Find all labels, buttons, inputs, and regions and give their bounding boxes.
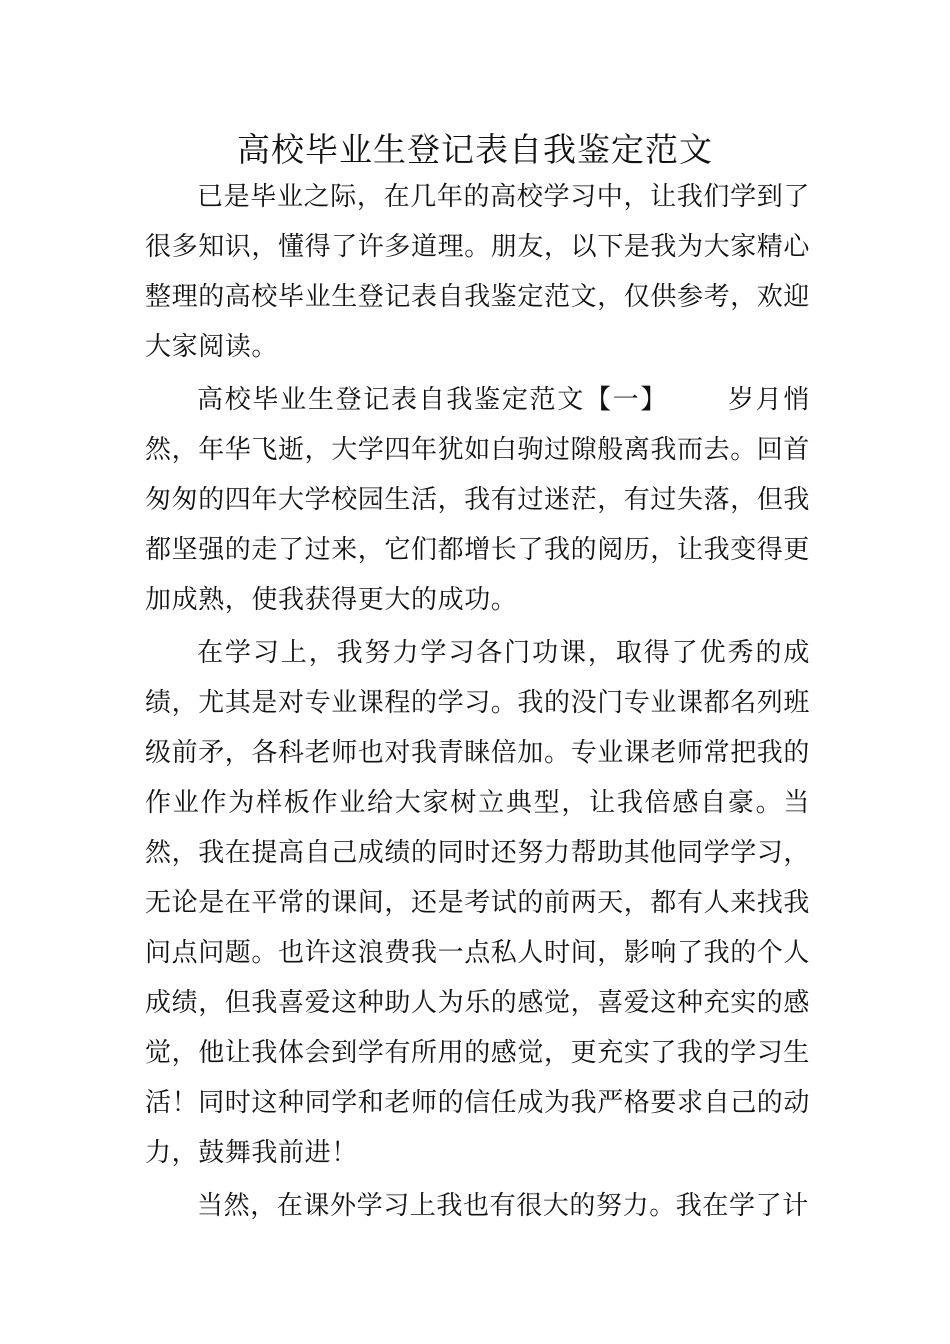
section-heading: 高校毕业生登记表自我鉴定范文【一】 [197, 385, 669, 415]
section-paragraph [145, 375, 810, 625]
paragraph-2: 在学习上，我努力学习各门功课，取得了优秀的成绩，尤其是对专业课程的学习。我的没门专业课都名列班级前矛，各科老师也对我青睐倍加。专业课老师常把我的作业作为样板作业给大家树立典型，让我倍感自豪。当然，我在提高自己成绩的同时还努力帮助其他同学学习，无论是在平常的课间，还是考试的前两天，都有人来找我问点问题。也许这浪费我一点私人时间，影响了我的个人成绩，但我喜爱这种助人为乐的感觉，喜爱这种充实的感觉，他让我体会到学有所用的感觉，更充实了我的学习生活！同时这种同学和老师的信任成为我严格要求自己的动力，鼓舞我前进！ [145, 638, 811, 1168]
intro-paragraph: 已是毕业之际，在几年的高校学习中，让我们学到了很多知识，懂得了许多道理。朋友，以下是我为大家精心整理的高校毕业生登记表自我鉴定范文，仅供参考，欢迎大家阅读。 [145, 182, 811, 362]
paragraph-3: 当然，在课外学习上我也有很大的努力。我在学了计 [197, 1191, 809, 1221]
paragraph-1-text: 岁月悄然，年华飞逝，大学四年犹如白驹过隙般离我而去。回首匆匆的四年大学校园生活，我有过迷茫，有过失落，但我都坚强的走了过来，它们都增长了我的阅历，让我变得更加成熟，使我获得更大的成功。 [145, 385, 811, 615]
document-body [145, 172, 810, 1231]
section-heading-gap [668, 385, 728, 415]
document-title: 高校毕业生登记表自我鉴定范文 [237, 130, 713, 169]
